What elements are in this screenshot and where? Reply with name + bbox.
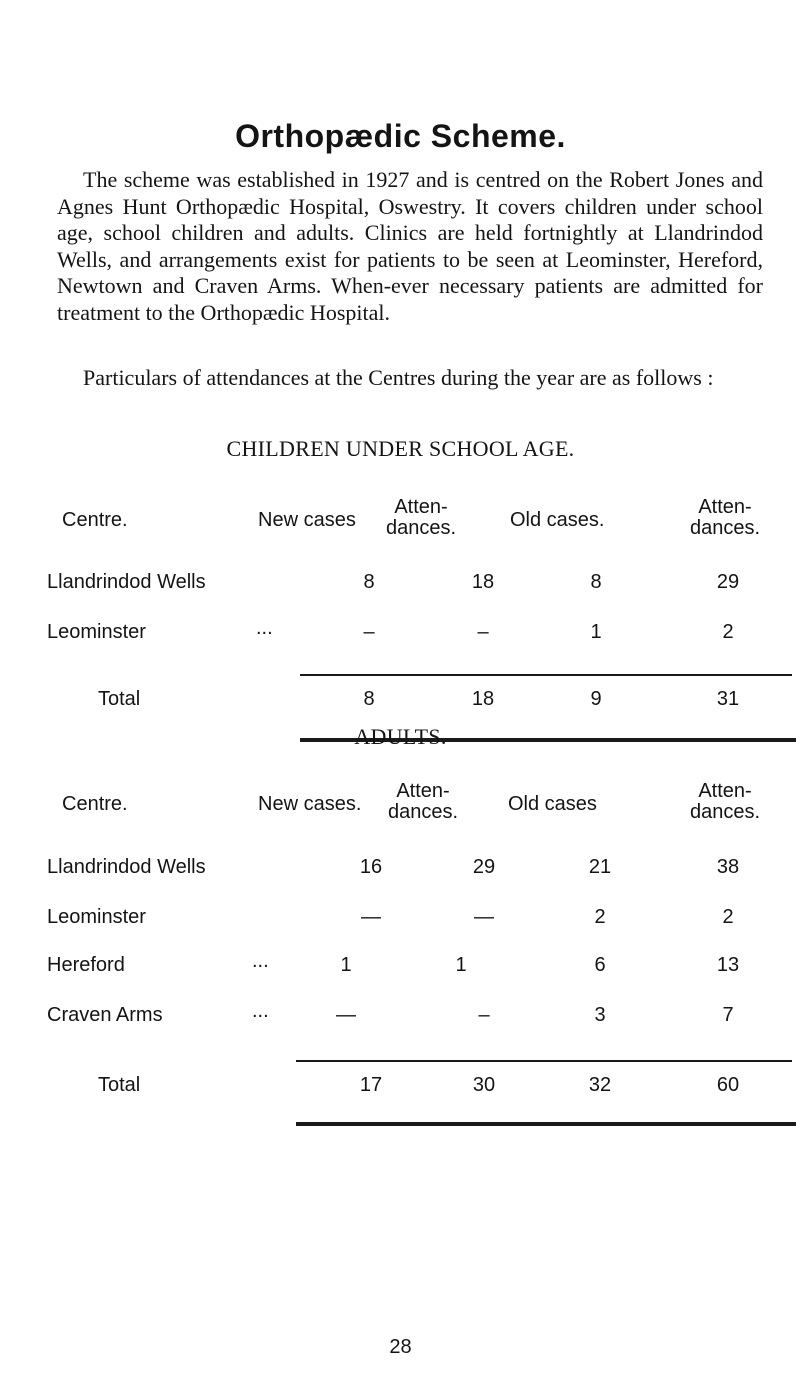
adults-header-new-cases: New cases.: [258, 793, 362, 815]
adults-header-attendances-new: [368, 781, 478, 823]
total-attendances-new: 30: [472, 1074, 496, 1096]
row-old-cases: 1: [590, 621, 602, 643]
children-header-atten1-top: Atten-: [394, 496, 448, 518]
adults-header-atten2-top: Atten-: [698, 780, 752, 802]
row-attendances-new: 29: [472, 856, 496, 878]
total-new-cases: 8: [363, 688, 375, 710]
adults-header-attendances-old: [660, 781, 790, 823]
row-old-cases: 6: [594, 954, 606, 976]
row-attendances-old: 29: [716, 571, 740, 593]
total-rule-top: [300, 674, 792, 676]
row-centre: Llandrindod Wells: [47, 571, 206, 593]
row-leader-dots: ...: [256, 617, 273, 639]
total-old-cases: 32: [588, 1074, 612, 1096]
total-attendances-old: 60: [716, 1074, 740, 1096]
row-new-cases: —: [361, 906, 381, 928]
row-old-cases: 2: [594, 906, 606, 928]
row-centre: Hereford: [47, 954, 125, 976]
row-leader-dots: ...: [252, 1000, 269, 1022]
total-attendances-old: 31: [716, 688, 740, 710]
adults-header-old-cases: Old cases: [508, 793, 597, 815]
row-old-cases: 21: [588, 856, 612, 878]
children-header-attendances-old: [660, 497, 790, 539]
adults-header-atten1-bottom: dances.: [387, 801, 459, 823]
total-rule-bottom: [296, 1122, 796, 1126]
row-centre: Leominster: [47, 621, 146, 643]
children-header-atten1-bottom: dances.: [385, 517, 457, 539]
total-label: Total: [98, 1074, 141, 1096]
row-attendances-old: 38: [716, 856, 740, 878]
total-rule-top: [296, 1060, 792, 1062]
row-leader-dots: ...: [252, 950, 269, 972]
row-attendances-old: 2: [722, 621, 734, 643]
intro-paragraph: The scheme was established in 1927 and is centred on the Robert Jones and Agnes Hunt Orthopædic Hospital, Oswestry. It covers children under school age, school children and adults. Clinics are held fortnightly at Llandrindod Wells, and arrangements exist for patients to be seen at Leominster, Hereford, Newtown and Craven Arms. When-ever necessary patients are admitted for treatment to the Orthopædic Hospital.: [57, 167, 763, 325]
page-title: Orthopædic Scheme.: [235, 118, 566, 154]
row-old-cases: 3: [594, 1004, 606, 1026]
row-attendances-old: 2: [722, 906, 734, 928]
particulars-paragraph: Particulars of attendances at the Centres during the year are as follows :: [83, 365, 714, 390]
row-attendances-new: –: [477, 621, 489, 643]
children-header-atten2-top: Atten-: [698, 496, 752, 518]
row-attendances-old: 7: [722, 1004, 734, 1026]
adults-table-heading: ADULTS.: [354, 724, 447, 749]
total-attendances-new: 18: [471, 688, 495, 710]
row-centre: Leominster: [47, 906, 146, 928]
row-old-cases: 8: [590, 571, 602, 593]
row-centre: Craven Arms: [47, 1004, 163, 1026]
total-label: Total: [98, 688, 141, 710]
children-header-atten2-bottom: dances.: [689, 517, 761, 539]
row-centre: Llandrindod Wells: [47, 856, 206, 878]
page-number: 28: [389, 1336, 412, 1358]
row-new-cases: —: [336, 1004, 356, 1026]
children-header-old-cases: Old cases.: [510, 509, 605, 531]
adults-header-atten2-bottom: dances.: [689, 801, 761, 823]
children-header-centre: Centre.: [62, 509, 128, 531]
children-header-attendances-new: [366, 497, 476, 539]
row-new-cases: –: [363, 621, 375, 643]
total-new-cases: 17: [359, 1074, 383, 1096]
row-new-cases: 16: [359, 856, 383, 878]
adults-header-atten1-top: Atten-: [396, 780, 450, 802]
row-attendances-new: —: [474, 906, 494, 928]
total-old-cases: 9: [590, 688, 602, 710]
row-new-cases: 8: [363, 571, 375, 593]
row-attendances-old: 13: [716, 954, 740, 976]
children-table-heading: CHILDREN UNDER SCHOOL AGE.: [226, 436, 575, 461]
row-attendances-new: 18: [471, 571, 495, 593]
row-new-cases: 1: [340, 954, 352, 976]
adults-header-centre: Centre.: [62, 793, 128, 815]
row-attendances-new: –: [478, 1004, 490, 1026]
row-attendances-new: 1: [455, 954, 467, 976]
children-header-new-cases: New cases: [258, 509, 356, 531]
